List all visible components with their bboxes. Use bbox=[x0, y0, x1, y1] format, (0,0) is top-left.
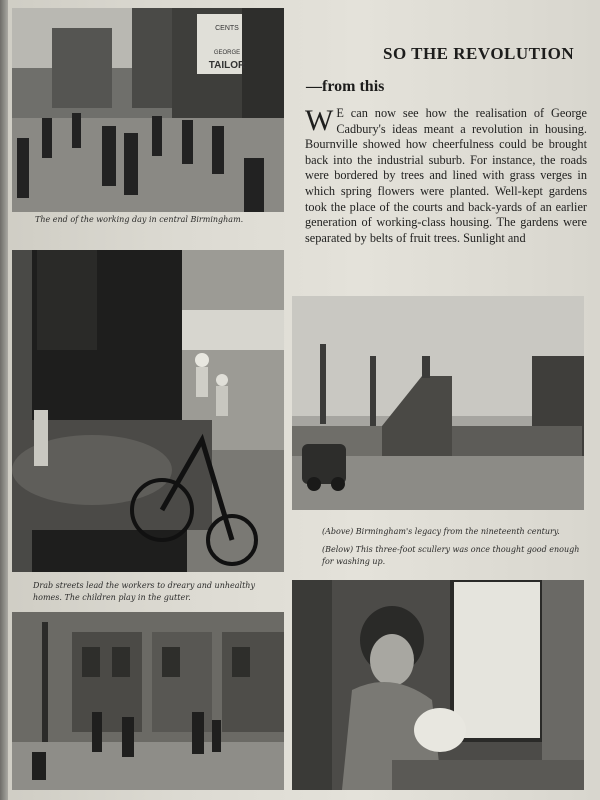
article-subtitle: —from this bbox=[306, 78, 385, 95]
caption-scullery: (Below) This three-foot scullery was once thought good enough for washing up. bbox=[322, 545, 580, 566]
doorway-alley-image bbox=[12, 250, 284, 572]
page-gutter bbox=[0, 0, 8, 800]
shop-sign-mid: GEORGE bbox=[213, 50, 241, 56]
caption-street-crowd: The end of the working day in central Birmingham. bbox=[35, 215, 244, 224]
chimneys-image bbox=[292, 296, 584, 510]
shop-sign-top: CENTS bbox=[215, 25, 239, 32]
photo-street-crowd bbox=[12, 8, 284, 212]
scullery-image bbox=[292, 580, 584, 790]
photo-chimneys bbox=[292, 296, 584, 510]
street-crowd-image bbox=[12, 8, 284, 212]
drop-cap: W bbox=[305, 104, 334, 137]
caption-doorway-alley: Drab streets lead the workers to dreary and unhealthy homes. The children play in the gutter. bbox=[33, 581, 255, 602]
article-title: SO THE REVOLUTION bbox=[383, 44, 575, 63]
shop-sign-bottom: TAILOR bbox=[208, 60, 246, 71]
article-body bbox=[305, 106, 587, 246]
article-body-text: E can now see how the realisation of George Cadbury's ideas meant a revolution in housing. Bournville showed how cheerfulness could be brought back into the industrial suburb. For instance, the roads were bordered by trees and lined with grass verges in which spring flowers were planted. Well-kept gardens took the place of the courts and back-yards of an earlier generation of working-class housing. The gardens were separated by belts of fruit trees. Sunlight and bbox=[305, 106, 587, 245]
terrace-street-image bbox=[12, 612, 284, 790]
caption-chimneys: (Above) Birmingham's legacy from the nineteenth century. bbox=[322, 527, 560, 536]
photo-scullery bbox=[292, 580, 584, 790]
photo-doorway-alley bbox=[12, 250, 284, 572]
photo-terrace-street bbox=[12, 612, 284, 790]
